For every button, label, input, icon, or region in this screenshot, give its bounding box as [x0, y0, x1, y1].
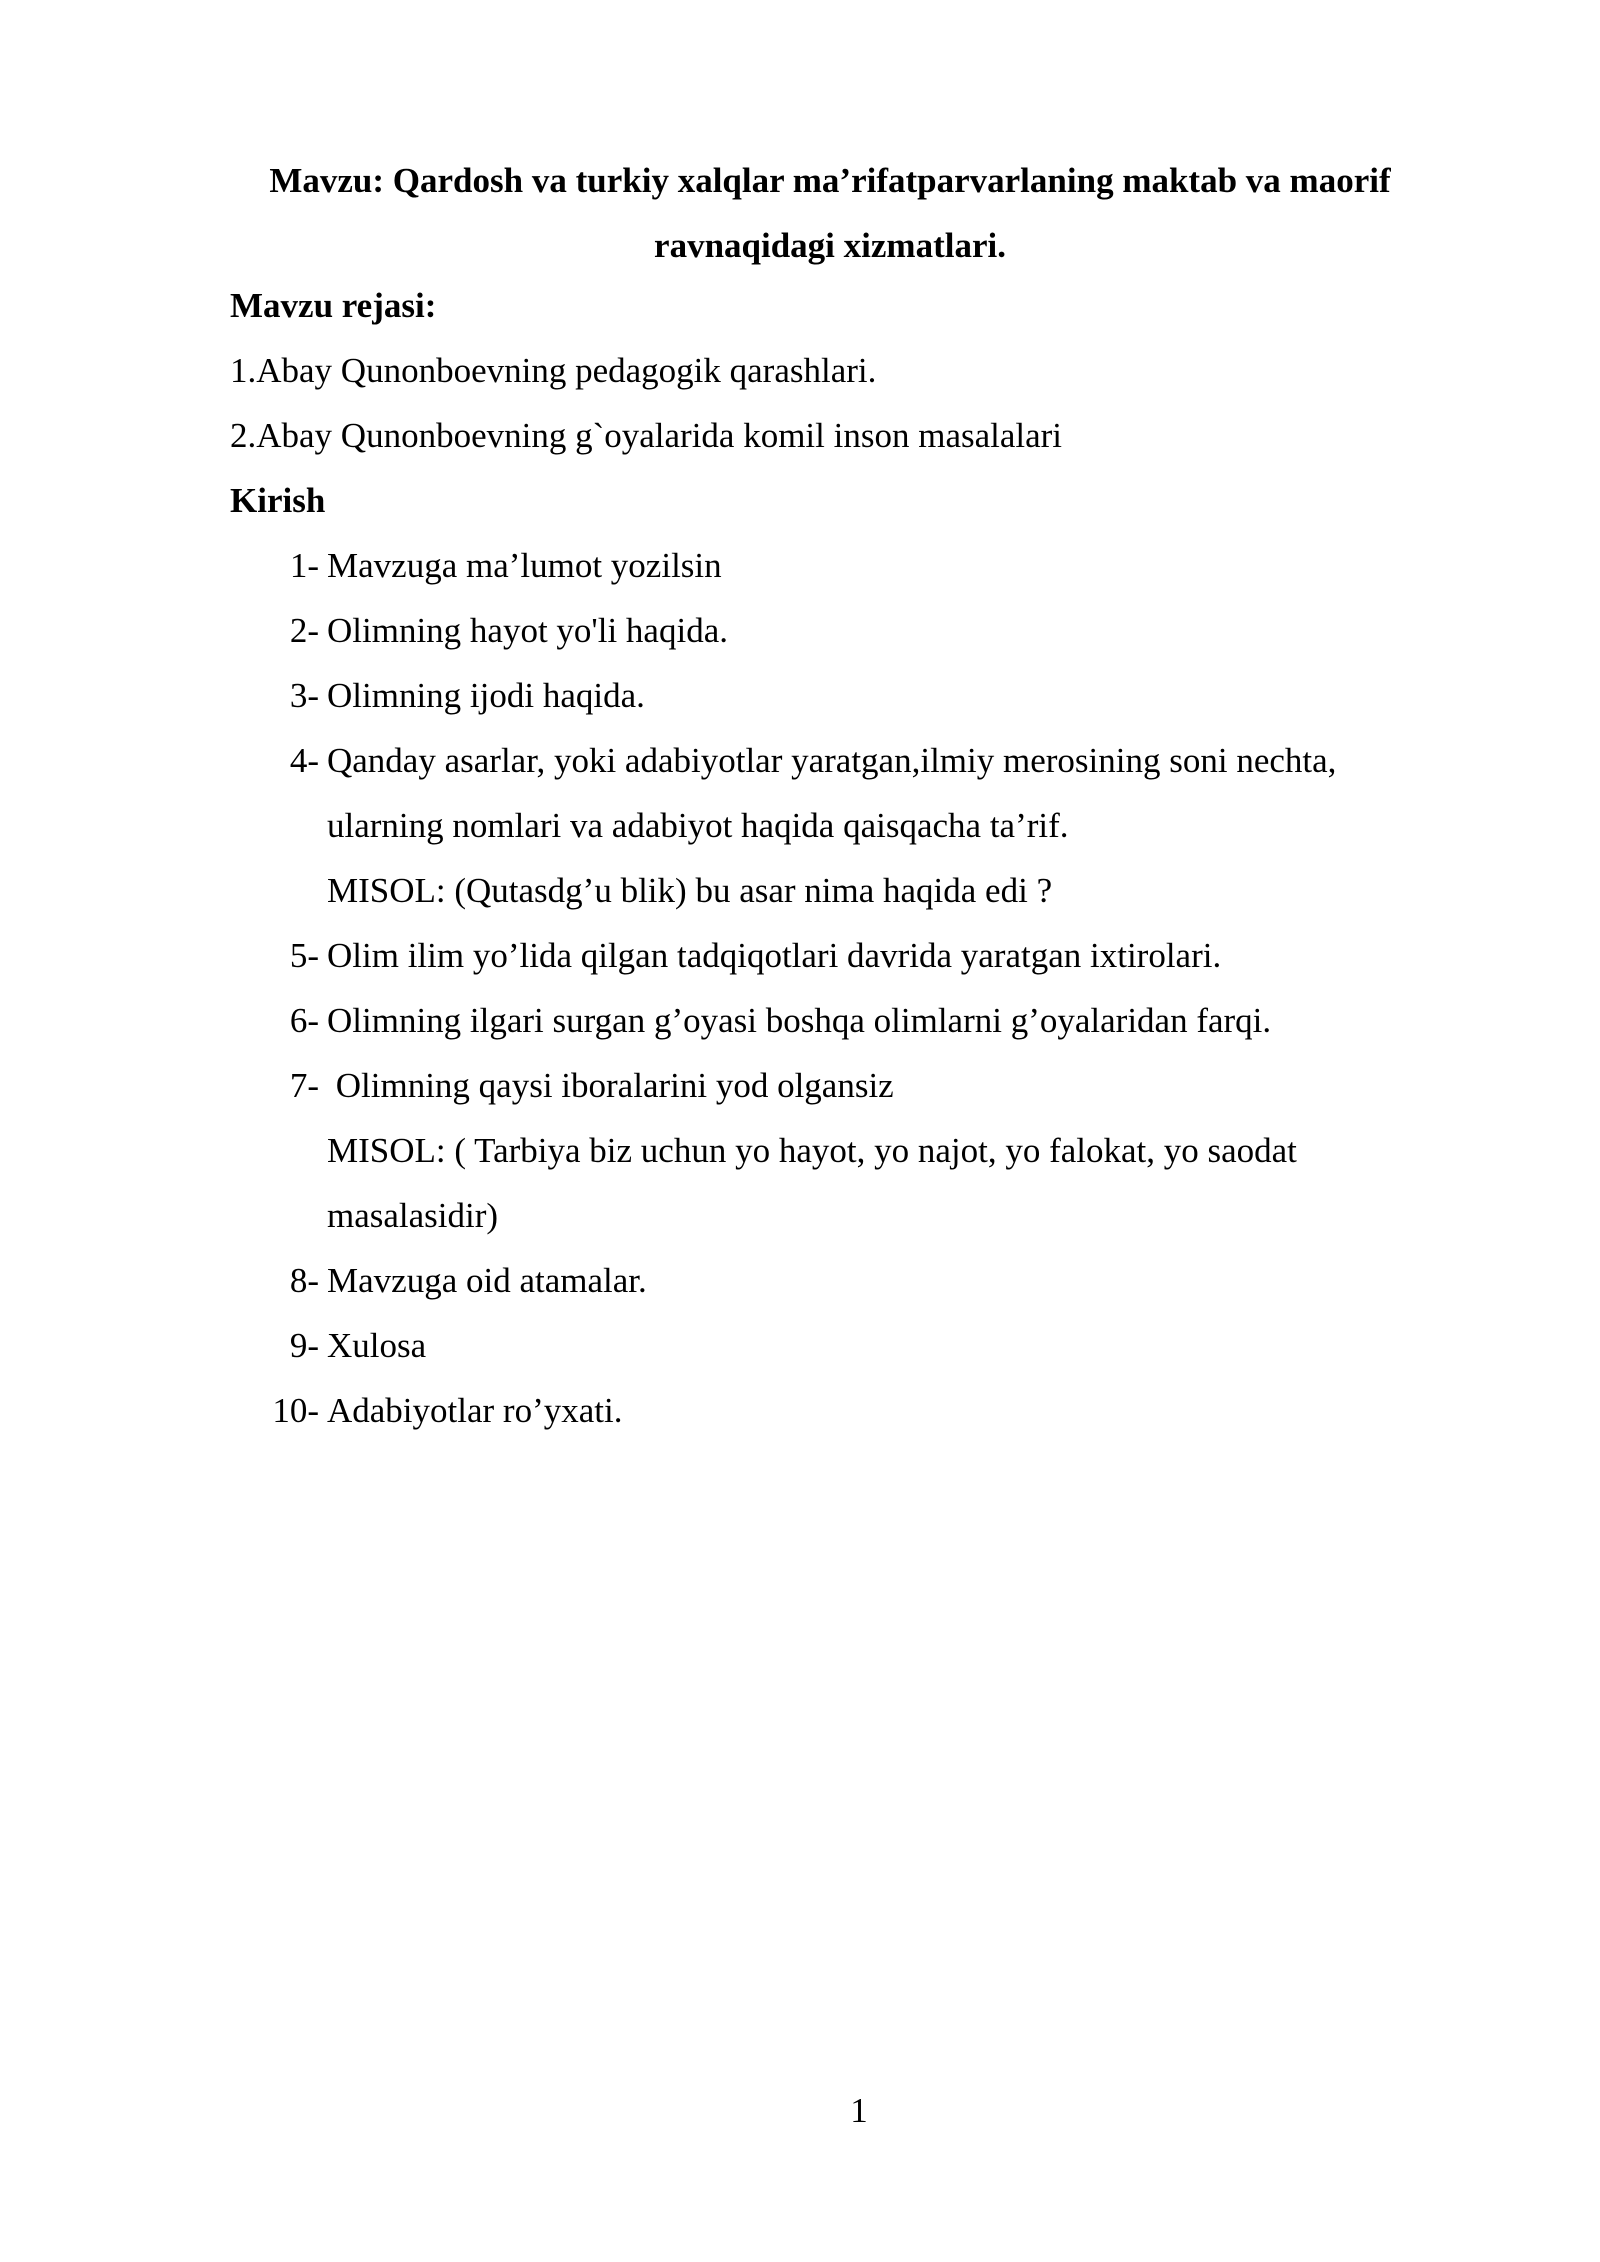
list-item-text: Adabiyotlar ro’yxati. — [327, 1391, 623, 1430]
list-item — [230, 533, 1460, 598]
list-item — [230, 1378, 1460, 1443]
list-item — [230, 1053, 1460, 1118]
list-item-number: 10- — [272, 1391, 319, 1430]
list-item-example: MISOL: ( Tarbiya biz uchun yo hayot, yo najot, yo falokat, yo saodat — [327, 1131, 1297, 1170]
list-item-continuation: ularning nomlari va adabiyot haqida qaisqacha ta’rif. — [327, 806, 1069, 845]
list-item-number: 6- — [289, 1001, 319, 1040]
list-item — [230, 728, 1460, 793]
plan-item: 1.Abay Qunonboevning pedagogik qarashlari. — [230, 351, 877, 390]
list-item-text: Mavzuga oid atamalar. — [327, 1261, 647, 1300]
list-item-text: Olimning qaysi iboralarini yod olgansiz — [327, 1066, 894, 1105]
list-item-text: Olimning ijodi haqida. — [327, 676, 645, 715]
list-item-continuation: masalasidir) — [327, 1196, 499, 1235]
list-item-text: Mavzuga ma’lumot yozilsin — [327, 546, 722, 585]
list-item — [230, 663, 1460, 728]
document-body — [230, 273, 1460, 1443]
list-item-text: Olimning hayot yo'li haqida. — [327, 611, 728, 650]
list-item — [230, 988, 1460, 1053]
list-item-text: Qanday asarlar, yoki adabiyotlar yaratgan,ilmiy merosining soni nechta, — [327, 741, 1337, 780]
document-title — [230, 148, 1430, 278]
list-item-number: 8- — [289, 1261, 319, 1300]
list-item-number: 4- — [289, 741, 319, 780]
page-number: 1 — [850, 2091, 868, 2130]
intro-list — [230, 533, 1460, 1443]
list-item-number: 5- — [289, 936, 319, 975]
list-item-number: 3- — [289, 676, 319, 715]
plan-item: 2.Abay Qunonboevning g`oyalarida komil inson masalalari — [230, 416, 1063, 455]
list-item — [230, 598, 1460, 663]
list-item — [230, 923, 1460, 988]
list-item — [230, 1313, 1460, 1378]
list-item-number: 9- — [289, 1326, 319, 1365]
list-item-text: Olimning ilgari surgan g’oyasi boshqa olimlarni g’oyalaridan farqi. — [327, 1001, 1272, 1040]
list-item-text: Olim ilim yo’lida qilgan tadqiqotlari davrida yaratgan ixtirolari. — [327, 936, 1222, 975]
list-item — [230, 1248, 1460, 1313]
plan-heading: Mavzu rejasi: — [230, 286, 437, 325]
list-item-example: MISOL: (Qutasdg’u blik) bu asar nima haqida edi ? — [327, 871, 1053, 910]
list-item-text: Xulosa — [327, 1326, 427, 1365]
intro-heading: Kirish — [230, 481, 326, 520]
title-line-2: ravnaqidagi xizmatlari. — [654, 226, 1006, 265]
title-line-1: Mavzu: Qardosh va turkiy xalqlar ma’rifatparvarlaning maktab va maorif — [269, 161, 1391, 200]
list-item-number: 2- — [289, 611, 319, 650]
list-item-number: 7- — [289, 1066, 319, 1105]
list-item-number: 1- — [289, 546, 319, 585]
